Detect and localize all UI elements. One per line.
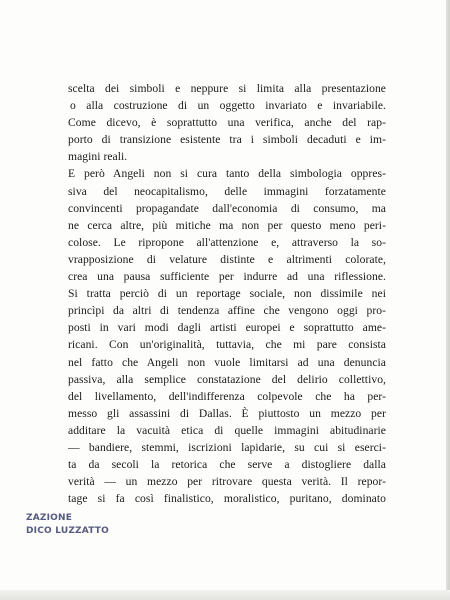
stamp-line: ZAZIONE bbox=[26, 513, 73, 523]
text-line: ricani. Con un'originalità, tuttavia, che mi pare consista bbox=[68, 338, 386, 352]
text-line: passiva, alla semplice constatazione del delirio collettivo, bbox=[68, 372, 386, 386]
text-line: convincenti propagandate dall'economia di consumo, ma bbox=[68, 201, 386, 215]
text-line: ne cerca altre, più mitiche ma non per questo meno peri- bbox=[68, 218, 386, 232]
text-line: posti in vari modi dagli artisti europei e soprattutto ame- bbox=[68, 321, 386, 335]
text-line: ta da secoli la retorica che serve a distogliere dalla bbox=[68, 458, 386, 472]
text-line: Come dicevo, è soprattutto una verifica, anche del rap- bbox=[68, 116, 386, 130]
text-line: colose. Le ripropone all'attenzione e, attraverso la so- bbox=[68, 235, 386, 249]
text-line: princìpi da altri di tendenza affine che vengono oggi pro- bbox=[68, 304, 386, 318]
text-line: crea una pausa sufficiente per indurre ad una riflessione. bbox=[68, 270, 386, 284]
text-line: vrapposizione di velature distinte e altrimenti colorate, bbox=[68, 252, 386, 266]
text-line: magini reali. bbox=[68, 150, 128, 164]
text-line: o alla costruzione di un oggetto invariato e invariabile. bbox=[70, 99, 386, 113]
text-line: del livellamento, dell'indifferenza colpevole che ha per- bbox=[68, 389, 386, 403]
text-line: siva del neocapitalismo, delle immagini forzatamente bbox=[68, 184, 386, 198]
text-line: tage si fa così finalistico, moralistico, puritano, dominato bbox=[68, 492, 386, 506]
library-stamp bbox=[16, 512, 109, 538]
text-line: E però Angeli non si cura tanto della simbologia oppres- bbox=[68, 167, 386, 181]
text-line: scelta dei simboli e neppure si limita alla presentazione bbox=[68, 82, 386, 95]
body-text bbox=[68, 80, 386, 507]
text-line: nel fatto che Angeli non vuole limitarsi ad una denuncia bbox=[68, 355, 386, 369]
text-line: Si tratta perciò di un reportage sociale, non dissimile nei bbox=[68, 287, 386, 301]
text-line: — bandiere, stemmi, iscrizioni lapidarie, su cui si eserci- bbox=[68, 440, 386, 454]
text-line: porto di transizione esistente tra i simboli decaduti e im- bbox=[68, 133, 386, 147]
stamp-line: DICO LUZZATTO bbox=[26, 526, 109, 536]
text-line: verità — un mezzo per ritrovare questa verità. Il repor- bbox=[68, 475, 386, 489]
page-edge-shadow bbox=[446, 0, 450, 600]
text-line: messo gli assassini di Dallas. È piuttosto un mezzo per bbox=[68, 406, 386, 420]
page-bottom-edge bbox=[0, 590, 450, 600]
text-line: additare la vacuità etica di quelle immagini abitudinarie bbox=[68, 423, 386, 437]
